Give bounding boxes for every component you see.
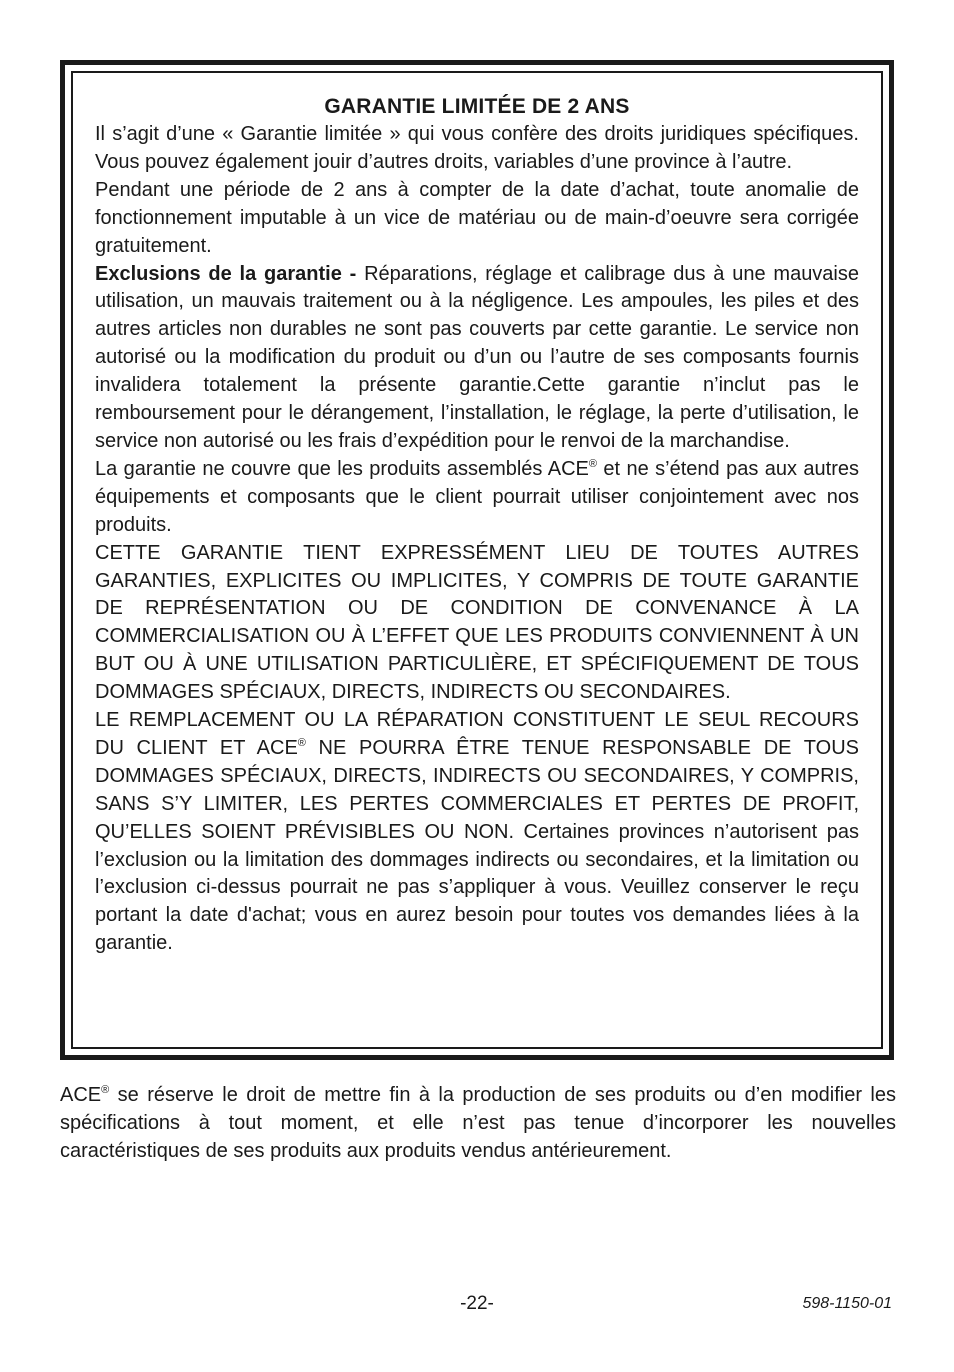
warranty-paragraph-intro: Il s’agit d’une « Garantie limitée » qui vous confère des droits juridiques spécifiques. Vous pouvez également jouir d’autres droits, variables d’une province à l’autre. bbox=[95, 123, 859, 173]
footer-brand: ACE bbox=[60, 1084, 102, 1106]
registered-mark: ® bbox=[101, 1084, 110, 1096]
warranty-paragraph-disclaimer: CETTE GARANTIE TIENT EXPRESSÉMENT LIEU DE TOUTES AUTRES GARANTIES, EXPLICITES OU IMPLICITES, Y COMPRIS DE TOUTE GARANTIE DE REPRÉSENTATION OU DE CONDITION DE CONVENANCE À LA COMMERCIALISATION OU À L’EFFET QUE LES PRODUITS CONVIENNENT À UN BUT OU À UNE UTILISATION PARTICULIÈRE, ET SPÉCIFIQUEMENT DE TOUS DOMMAGES SPÉCIAUX, DIRECTS, INDIRECTS OU SECONDAIRES. bbox=[95, 541, 859, 704]
registered-mark: ® bbox=[588, 457, 597, 470]
remedy-text-end: NE POURRA ÊTRE TENUE RESPONSABLE DE TOUS DOMMAGES SPÉCIAUX, DIRECTS, INDIRECTS OU SECONDAIRES, Y COMPRIS, SANS S’Y LIMITER, LES PERTES COMMERCIALES ET PERTES DE PROFIT, QU’ELLES SOIENT PRÉVISIBLES OU NON. Certaines provinces n’autorisent pas l’exclusion ou la limitation des dommages indirects ou secondaires, et la limitation ou l’exclusion ci-dessus pourrait ne pas s’appliquer à vous. Veuillez conserver le reçu portant la date d'achat; vous en aurez besoin pour toutes vos demandes liées à la garantie. bbox=[95, 736, 859, 955]
footer-note bbox=[60, 1082, 896, 1166]
warranty-box-inner bbox=[71, 71, 883, 1049]
exclusions-text: Réparations, réglage et calibrage dus à une mauvaise utilisation, un mauvais traitement ou à la négligence. Les ampoules, les piles et des autres articles non durables ne sont pas couverts par cette garantie. Le service non autorisé ou la modification du produit ou d’un ou l’autre de ses composants fournis invalidera totalement la présente garantie.Cette garantie n’inclut pas le remboursement pour le dérangement, l’installation, le réglage, la perte d’utilisation, le service non autorisé ou les frais d’expédition pour le renvoi de la marchandise. bbox=[95, 262, 860, 452]
warranty-title: GARANTIE LIMITÉE DE 2 ANS bbox=[324, 95, 630, 118]
page-number: -22- bbox=[460, 1293, 494, 1314]
coverage-text-end: et ne s’étend pas aux autres équipements et composants que le client pourrait utiliser conjointement avec nos produits. bbox=[95, 457, 860, 536]
remedy-text-start: LE REMPLACEMENT OU LA RÉPARATION CONSTITUENT LE SEUL RECOURS DU CLIENT ET ACE bbox=[95, 709, 859, 759]
warranty-paragraph-remedy bbox=[95, 707, 859, 958]
warranty-paragraph-exclusions bbox=[95, 261, 859, 456]
warranty-paragraph-period: Pendant une période de 2 ans à compter de la date d’achat, toute anomalie de fonctionnement imputable à un vice de matériau ou de main-d’oeuvre sera corrigée gratuitement. bbox=[95, 178, 859, 257]
registered-mark: ® bbox=[297, 736, 306, 749]
warranty-box bbox=[60, 60, 894, 1060]
footer-text: se réserve le droit de mettre fin à la production de ses produits ou d’en modifier les spécifications à tout moment, et elle n’est pas tenue d’incorporer les nouvelles caractéristiques de ses produits aux produits vendus antérieurement. bbox=[60, 1084, 896, 1162]
coverage-text-start: La garantie ne couvre que les produits assemblés ACE bbox=[95, 457, 589, 480]
document-number: 598-1150-01 bbox=[802, 1295, 892, 1312]
warranty-paragraph-coverage bbox=[95, 456, 859, 540]
exclusions-label: Exclusions de la garantie - bbox=[95, 262, 357, 285]
